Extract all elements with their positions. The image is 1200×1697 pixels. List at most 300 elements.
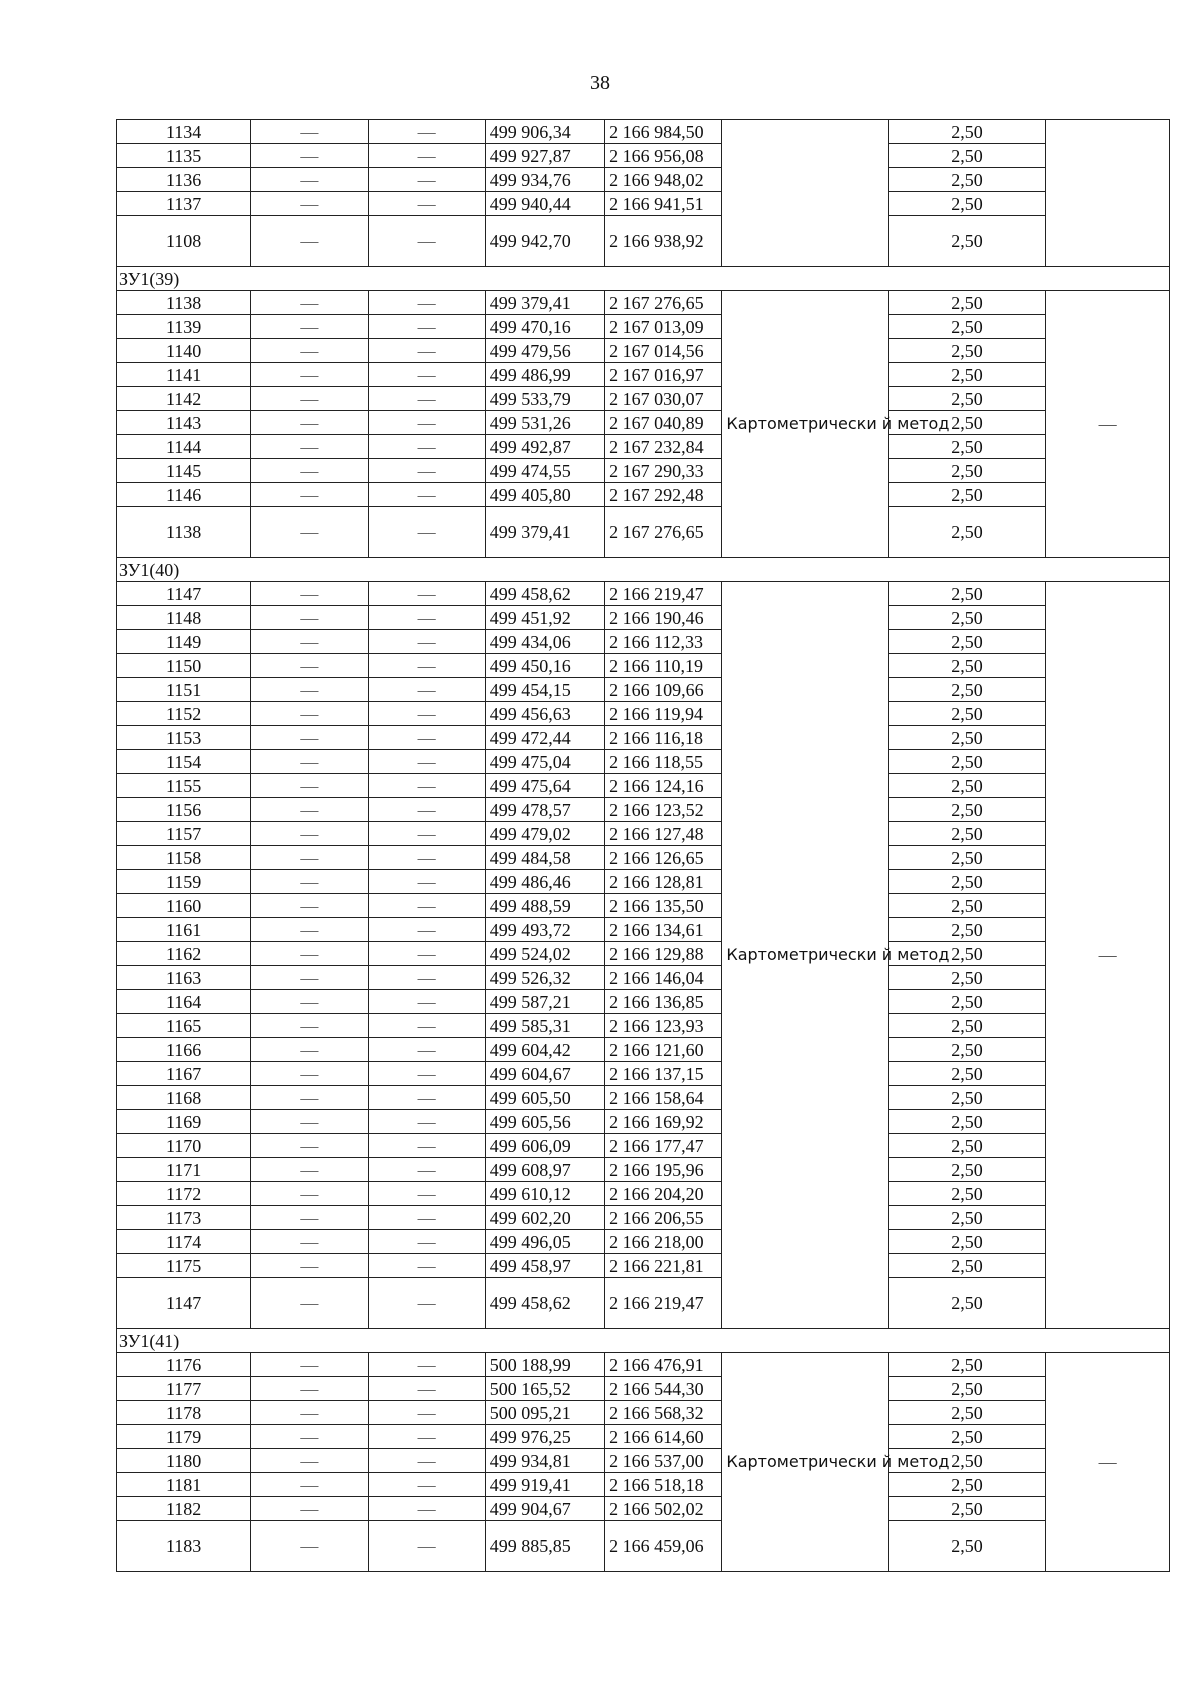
note-cell: — <box>1046 582 1170 1329</box>
x-coordinate-cell: 499 906,34 <box>485 120 604 144</box>
x-coordinate-cell: 500 165,52 <box>485 1377 604 1401</box>
table-row <box>117 120 1170 144</box>
empty-value-cell: — <box>368 702 485 726</box>
empty-value-cell: — <box>368 1158 485 1182</box>
empty-value-cell: — <box>251 1473 368 1497</box>
y-coordinate-cell: 2 166 129,88 <box>605 942 722 966</box>
point-number-cell: 1169 <box>117 1110 251 1134</box>
x-coordinate-cell: 499 904,67 <box>485 1497 604 1521</box>
y-coordinate-cell: 2 166 614,60 <box>605 1425 722 1449</box>
table-row <box>117 1278 1170 1329</box>
empty-value-cell: — <box>368 846 485 870</box>
x-coordinate-cell: 499 475,04 <box>485 750 604 774</box>
note-cell <box>1046 120 1170 267</box>
empty-value-cell: — <box>368 192 485 216</box>
x-coordinate-cell: 499 470,16 <box>485 315 604 339</box>
x-coordinate-cell: 499 526,32 <box>485 966 604 990</box>
point-number-cell: 1140 <box>117 339 251 363</box>
point-number-cell: 1146 <box>117 483 251 507</box>
section-label: ЗУ1(39) <box>117 267 1170 291</box>
empty-value-cell: — <box>251 339 368 363</box>
empty-value-cell: — <box>251 192 368 216</box>
point-number-cell: 1180 <box>117 1449 251 1473</box>
empty-value-cell: — <box>368 1449 485 1473</box>
empty-value-cell: — <box>251 1377 368 1401</box>
empty-value-cell: — <box>368 387 485 411</box>
empty-value-cell: — <box>368 630 485 654</box>
accuracy-cell: 2,50 <box>888 1473 1046 1497</box>
table-row <box>117 1449 1170 1473</box>
y-coordinate-cell: 2 166 568,32 <box>605 1401 722 1425</box>
x-coordinate-cell: 499 927,87 <box>485 144 604 168</box>
table-row <box>117 1110 1170 1134</box>
point-number-cell: 1179 <box>117 1425 251 1449</box>
point-number-cell: 1166 <box>117 1038 251 1062</box>
table-row <box>117 291 1170 315</box>
empty-value-cell: — <box>368 750 485 774</box>
empty-value-cell: — <box>368 507 485 558</box>
empty-value-cell: — <box>368 1401 485 1425</box>
y-coordinate-cell: 2 166 112,33 <box>605 630 722 654</box>
x-coordinate-cell: 499 533,79 <box>485 387 604 411</box>
table-row <box>117 1158 1170 1182</box>
empty-value-cell: — <box>368 1182 485 1206</box>
accuracy-cell: 2,50 <box>888 630 1046 654</box>
empty-value-cell: — <box>251 459 368 483</box>
empty-value-cell: — <box>368 966 485 990</box>
empty-value-cell: — <box>251 1230 368 1254</box>
empty-value-cell: — <box>251 582 368 606</box>
y-coordinate-cell: 2 166 195,96 <box>605 1158 722 1182</box>
x-coordinate-cell: 499 450,16 <box>485 654 604 678</box>
x-coordinate-cell: 499 602,20 <box>485 1206 604 1230</box>
y-coordinate-cell: 2 166 118,55 <box>605 750 722 774</box>
accuracy-cell: 2,50 <box>888 1086 1046 1110</box>
y-coordinate-cell: 2 166 169,92 <box>605 1110 722 1134</box>
empty-value-cell: — <box>251 411 368 435</box>
table-row <box>117 1254 1170 1278</box>
empty-value-cell: — <box>251 1449 368 1473</box>
empty-value-cell: — <box>368 1497 485 1521</box>
table-row <box>117 1014 1170 1038</box>
x-coordinate-cell: 499 919,41 <box>485 1473 604 1497</box>
empty-value-cell: — <box>368 1110 485 1134</box>
empty-value-cell: — <box>368 942 485 966</box>
point-number-cell: 1173 <box>117 1206 251 1230</box>
table-row <box>117 1206 1170 1230</box>
empty-value-cell: — <box>368 1377 485 1401</box>
table-row <box>117 1038 1170 1062</box>
table-row <box>117 459 1170 483</box>
empty-value-cell: — <box>251 1062 368 1086</box>
table-row <box>117 339 1170 363</box>
table-row <box>117 654 1170 678</box>
point-number-cell: 1155 <box>117 774 251 798</box>
point-number-cell: 1178 <box>117 1401 251 1425</box>
point-number-cell: 1138 <box>117 291 251 315</box>
table-row <box>117 387 1170 411</box>
point-number-cell: 1142 <box>117 387 251 411</box>
x-coordinate-cell: 499 934,81 <box>485 1449 604 1473</box>
table-row <box>117 774 1170 798</box>
point-number-cell: 1168 <box>117 1086 251 1110</box>
point-number-cell: 1156 <box>117 798 251 822</box>
accuracy-cell: 2,50 <box>888 339 1046 363</box>
empty-value-cell: — <box>368 435 485 459</box>
empty-value-cell: — <box>368 483 485 507</box>
accuracy-cell: 2,50 <box>888 726 1046 750</box>
empty-value-cell: — <box>368 1278 485 1329</box>
accuracy-cell: 2,50 <box>888 918 1046 942</box>
accuracy-cell: 2,50 <box>888 387 1046 411</box>
empty-value-cell: — <box>251 1425 368 1449</box>
empty-value-cell: — <box>251 1134 368 1158</box>
accuracy-cell: 2,50 <box>888 822 1046 846</box>
x-coordinate-cell: 499 486,99 <box>485 363 604 387</box>
accuracy-cell: 2,50 <box>888 483 1046 507</box>
x-coordinate-cell: 500 188,99 <box>485 1353 604 1377</box>
empty-value-cell: — <box>251 1254 368 1278</box>
x-coordinate-cell: 499 379,41 <box>485 291 604 315</box>
point-number-cell: 1171 <box>117 1158 251 1182</box>
y-coordinate-cell: 2 166 119,94 <box>605 702 722 726</box>
point-number-cell: 1167 <box>117 1062 251 1086</box>
accuracy-cell: 2,50 <box>888 1521 1046 1572</box>
method-cell <box>722 120 888 267</box>
y-coordinate-cell: 2 166 476,91 <box>605 1353 722 1377</box>
empty-value-cell: — <box>251 315 368 339</box>
x-coordinate-cell: 499 524,02 <box>485 942 604 966</box>
empty-value-cell: — <box>251 435 368 459</box>
note-cell: — <box>1046 291 1170 558</box>
point-number-cell: 1148 <box>117 606 251 630</box>
table-row <box>117 1521 1170 1572</box>
y-coordinate-cell: 2 166 948,02 <box>605 168 722 192</box>
accuracy-cell: 2,50 <box>888 507 1046 558</box>
x-coordinate-cell: 499 531,26 <box>485 411 604 435</box>
empty-value-cell: — <box>251 483 368 507</box>
method-cell: Картометрически й метод <box>722 291 888 558</box>
accuracy-cell: 2,50 <box>888 1158 1046 1182</box>
empty-value-cell: — <box>368 918 485 942</box>
x-coordinate-cell: 499 434,06 <box>485 630 604 654</box>
y-coordinate-cell: 2 167 016,97 <box>605 363 722 387</box>
y-coordinate-cell: 2 166 221,81 <box>605 1254 722 1278</box>
point-number-cell: 1182 <box>117 1497 251 1521</box>
x-coordinate-cell: 499 604,67 <box>485 1062 604 1086</box>
y-coordinate-cell: 2 166 121,60 <box>605 1038 722 1062</box>
x-coordinate-cell: 499 458,97 <box>485 1254 604 1278</box>
accuracy-cell: 2,50 <box>888 798 1046 822</box>
x-coordinate-cell: 499 458,62 <box>485 1278 604 1329</box>
empty-value-cell: — <box>368 822 485 846</box>
y-coordinate-cell: 2 166 127,48 <box>605 822 722 846</box>
table-row <box>117 1134 1170 1158</box>
y-coordinate-cell: 2 166 110,19 <box>605 654 722 678</box>
empty-value-cell: — <box>251 1353 368 1377</box>
empty-value-cell: — <box>368 990 485 1014</box>
x-coordinate-cell: 499 942,70 <box>485 216 604 267</box>
empty-value-cell: — <box>368 582 485 606</box>
accuracy-cell: 2,50 <box>888 1038 1046 1062</box>
point-number-cell: 1137 <box>117 192 251 216</box>
empty-value-cell: — <box>368 411 485 435</box>
section-header-row <box>117 1329 1170 1353</box>
section-label: ЗУ1(41) <box>117 1329 1170 1353</box>
accuracy-cell: 2,50 <box>888 1401 1046 1425</box>
accuracy-cell: 2,50 <box>888 459 1046 483</box>
empty-value-cell: — <box>251 774 368 798</box>
y-coordinate-cell: 2 167 276,65 <box>605 507 722 558</box>
table-row <box>117 315 1170 339</box>
accuracy-cell: 2,50 <box>888 606 1046 630</box>
y-coordinate-cell: 2 166 459,06 <box>605 1521 722 1572</box>
point-number-cell: 1172 <box>117 1182 251 1206</box>
empty-value-cell: — <box>251 966 368 990</box>
empty-value-cell: — <box>251 216 368 267</box>
y-coordinate-cell: 2 166 219,47 <box>605 1278 722 1329</box>
table-row <box>117 1353 1170 1377</box>
empty-value-cell: — <box>251 822 368 846</box>
y-coordinate-cell: 2 166 124,16 <box>605 774 722 798</box>
x-coordinate-cell: 500 095,21 <box>485 1401 604 1425</box>
y-coordinate-cell: 2 166 941,51 <box>605 192 722 216</box>
coordinates-table <box>116 119 1170 1572</box>
y-coordinate-cell: 2 166 219,47 <box>605 582 722 606</box>
y-coordinate-cell: 2 166 544,30 <box>605 1377 722 1401</box>
accuracy-cell: 2,50 <box>888 144 1046 168</box>
x-coordinate-cell: 499 478,57 <box>485 798 604 822</box>
x-coordinate-cell: 499 484,58 <box>485 846 604 870</box>
point-number-cell: 1108 <box>117 216 251 267</box>
x-coordinate-cell: 499 454,15 <box>485 678 604 702</box>
y-coordinate-cell: 2 166 177,47 <box>605 1134 722 1158</box>
table-row <box>117 216 1170 267</box>
x-coordinate-cell: 499 474,55 <box>485 459 604 483</box>
accuracy-cell: 2,50 <box>888 192 1046 216</box>
accuracy-cell: 2,50 <box>888 750 1046 774</box>
table-row <box>117 1230 1170 1254</box>
y-coordinate-cell: 2 167 013,09 <box>605 315 722 339</box>
table-row <box>117 1377 1170 1401</box>
table-row <box>117 1425 1170 1449</box>
empty-value-cell: — <box>251 1278 368 1329</box>
table-row <box>117 1086 1170 1110</box>
point-number-cell: 1161 <box>117 918 251 942</box>
empty-value-cell: — <box>251 798 368 822</box>
accuracy-cell: 2,50 <box>888 870 1046 894</box>
empty-value-cell: — <box>368 870 485 894</box>
empty-value-cell: — <box>368 120 485 144</box>
y-coordinate-cell: 2 166 938,92 <box>605 216 722 267</box>
empty-value-cell: — <box>368 459 485 483</box>
x-coordinate-cell: 499 605,56 <box>485 1110 604 1134</box>
section-header-row <box>117 558 1170 582</box>
accuracy-cell: 2,50 <box>888 1497 1046 1521</box>
y-coordinate-cell: 2 166 123,52 <box>605 798 722 822</box>
empty-value-cell: — <box>251 1182 368 1206</box>
empty-value-cell: — <box>251 942 368 966</box>
y-coordinate-cell: 2 166 128,81 <box>605 870 722 894</box>
y-coordinate-cell: 2 166 956,08 <box>605 144 722 168</box>
table-row <box>117 894 1170 918</box>
accuracy-cell: 2,50 <box>888 411 1046 435</box>
table-row <box>117 1473 1170 1497</box>
empty-value-cell: — <box>251 846 368 870</box>
empty-value-cell: — <box>368 726 485 750</box>
y-coordinate-cell: 2 166 134,61 <box>605 918 722 942</box>
accuracy-cell: 2,50 <box>888 582 1046 606</box>
y-coordinate-cell: 2 166 190,46 <box>605 606 722 630</box>
table-row <box>117 630 1170 654</box>
x-coordinate-cell: 499 479,02 <box>485 822 604 846</box>
empty-value-cell: — <box>368 1086 485 1110</box>
accuracy-cell: 2,50 <box>888 216 1046 267</box>
point-number-cell: 1157 <box>117 822 251 846</box>
accuracy-cell: 2,50 <box>888 774 1046 798</box>
x-coordinate-cell: 499 479,56 <box>485 339 604 363</box>
table-row <box>117 1062 1170 1086</box>
y-coordinate-cell: 2 166 502,02 <box>605 1497 722 1521</box>
note-cell: — <box>1046 1353 1170 1572</box>
accuracy-cell: 2,50 <box>888 678 1046 702</box>
empty-value-cell: — <box>368 1473 485 1497</box>
empty-value-cell: — <box>368 894 485 918</box>
empty-value-cell: — <box>368 1134 485 1158</box>
empty-value-cell: — <box>251 291 368 315</box>
point-number-cell: 1183 <box>117 1521 251 1572</box>
empty-value-cell: — <box>251 918 368 942</box>
y-coordinate-cell: 2 166 204,20 <box>605 1182 722 1206</box>
empty-value-cell: — <box>251 1086 368 1110</box>
accuracy-cell: 2,50 <box>888 1206 1046 1230</box>
x-coordinate-cell: 499 496,05 <box>485 1230 604 1254</box>
table-row <box>117 507 1170 558</box>
point-number-cell: 1163 <box>117 966 251 990</box>
y-coordinate-cell: 2 166 206,55 <box>605 1206 722 1230</box>
accuracy-cell: 2,50 <box>888 291 1046 315</box>
point-number-cell: 1175 <box>117 1254 251 1278</box>
point-number-cell: 1141 <box>117 363 251 387</box>
empty-value-cell: — <box>368 1230 485 1254</box>
table-row <box>117 726 1170 750</box>
empty-value-cell: — <box>368 1038 485 1062</box>
x-coordinate-cell: 499 456,63 <box>485 702 604 726</box>
empty-value-cell: — <box>251 144 368 168</box>
empty-value-cell: — <box>368 216 485 267</box>
section-label: ЗУ1(40) <box>117 558 1170 582</box>
x-coordinate-cell: 499 976,25 <box>485 1425 604 1449</box>
table-row <box>117 822 1170 846</box>
y-coordinate-cell: 2 166 984,50 <box>605 120 722 144</box>
point-number-cell: 1160 <box>117 894 251 918</box>
point-number-cell: 1138 <box>117 507 251 558</box>
empty-value-cell: — <box>251 678 368 702</box>
point-number-cell: 1139 <box>117 315 251 339</box>
y-coordinate-cell: 2 167 290,33 <box>605 459 722 483</box>
accuracy-cell: 2,50 <box>888 435 1046 459</box>
point-number-cell: 1176 <box>117 1353 251 1377</box>
empty-value-cell: — <box>251 507 368 558</box>
empty-value-cell: — <box>251 630 368 654</box>
table-row <box>117 966 1170 990</box>
empty-value-cell: — <box>368 1254 485 1278</box>
point-number-cell: 1135 <box>117 144 251 168</box>
accuracy-cell: 2,50 <box>888 846 1046 870</box>
empty-value-cell: — <box>368 798 485 822</box>
point-number-cell: 1152 <box>117 702 251 726</box>
x-coordinate-cell: 499 475,64 <box>485 774 604 798</box>
y-coordinate-cell: 2 167 232,84 <box>605 435 722 459</box>
table-row <box>117 192 1170 216</box>
table-row <box>117 678 1170 702</box>
x-coordinate-cell: 499 451,92 <box>485 606 604 630</box>
y-coordinate-cell: 2 167 292,48 <box>605 483 722 507</box>
table-row <box>117 168 1170 192</box>
table-row <box>117 411 1170 435</box>
x-coordinate-cell: 499 610,12 <box>485 1182 604 1206</box>
accuracy-cell: 2,50 <box>888 894 1046 918</box>
x-coordinate-cell: 499 458,62 <box>485 582 604 606</box>
point-number-cell: 1145 <box>117 459 251 483</box>
accuracy-cell: 2,50 <box>888 1014 1046 1038</box>
empty-value-cell: — <box>368 168 485 192</box>
point-number-cell: 1153 <box>117 726 251 750</box>
accuracy-cell: 2,50 <box>888 966 1046 990</box>
accuracy-cell: 2,50 <box>888 1425 1046 1449</box>
page-number: 38 <box>590 72 610 94</box>
accuracy-cell: 2,50 <box>888 1230 1046 1254</box>
y-coordinate-cell: 2 166 518,18 <box>605 1473 722 1497</box>
point-number-cell: 1177 <box>117 1377 251 1401</box>
x-coordinate-cell: 499 585,31 <box>485 1014 604 1038</box>
point-number-cell: 1164 <box>117 990 251 1014</box>
table-row <box>117 870 1170 894</box>
x-coordinate-cell: 499 405,80 <box>485 483 604 507</box>
table-row <box>117 702 1170 726</box>
empty-value-cell: — <box>368 654 485 678</box>
table-row <box>117 750 1170 774</box>
x-coordinate-cell: 499 605,50 <box>485 1086 604 1110</box>
accuracy-cell: 2,50 <box>888 120 1046 144</box>
x-coordinate-cell: 499 492,87 <box>485 435 604 459</box>
empty-value-cell: — <box>251 1206 368 1230</box>
accuracy-cell: 2,50 <box>888 1182 1046 1206</box>
empty-value-cell: — <box>251 1158 368 1182</box>
empty-value-cell: — <box>251 1401 368 1425</box>
point-number-cell: 1144 <box>117 435 251 459</box>
accuracy-cell: 2,50 <box>888 1278 1046 1329</box>
y-coordinate-cell: 2 166 126,65 <box>605 846 722 870</box>
x-coordinate-cell: 499 472,44 <box>485 726 604 750</box>
table-row <box>117 1182 1170 1206</box>
empty-value-cell: — <box>251 1110 368 1134</box>
accuracy-cell: 2,50 <box>888 1134 1046 1158</box>
x-coordinate-cell: 499 486,46 <box>485 870 604 894</box>
empty-value-cell: — <box>251 1038 368 1062</box>
method-cell: Картометрически й метод <box>722 1353 888 1572</box>
table-row <box>117 144 1170 168</box>
accuracy-cell: 2,50 <box>888 990 1046 1014</box>
point-number-cell: 1149 <box>117 630 251 654</box>
point-number-cell: 1134 <box>117 120 251 144</box>
accuracy-cell: 2,50 <box>888 1353 1046 1377</box>
coordinates-table-body <box>117 120 1170 1572</box>
empty-value-cell: — <box>251 726 368 750</box>
accuracy-cell: 2,50 <box>888 363 1046 387</box>
y-coordinate-cell: 2 166 109,66 <box>605 678 722 702</box>
empty-value-cell: — <box>251 750 368 774</box>
